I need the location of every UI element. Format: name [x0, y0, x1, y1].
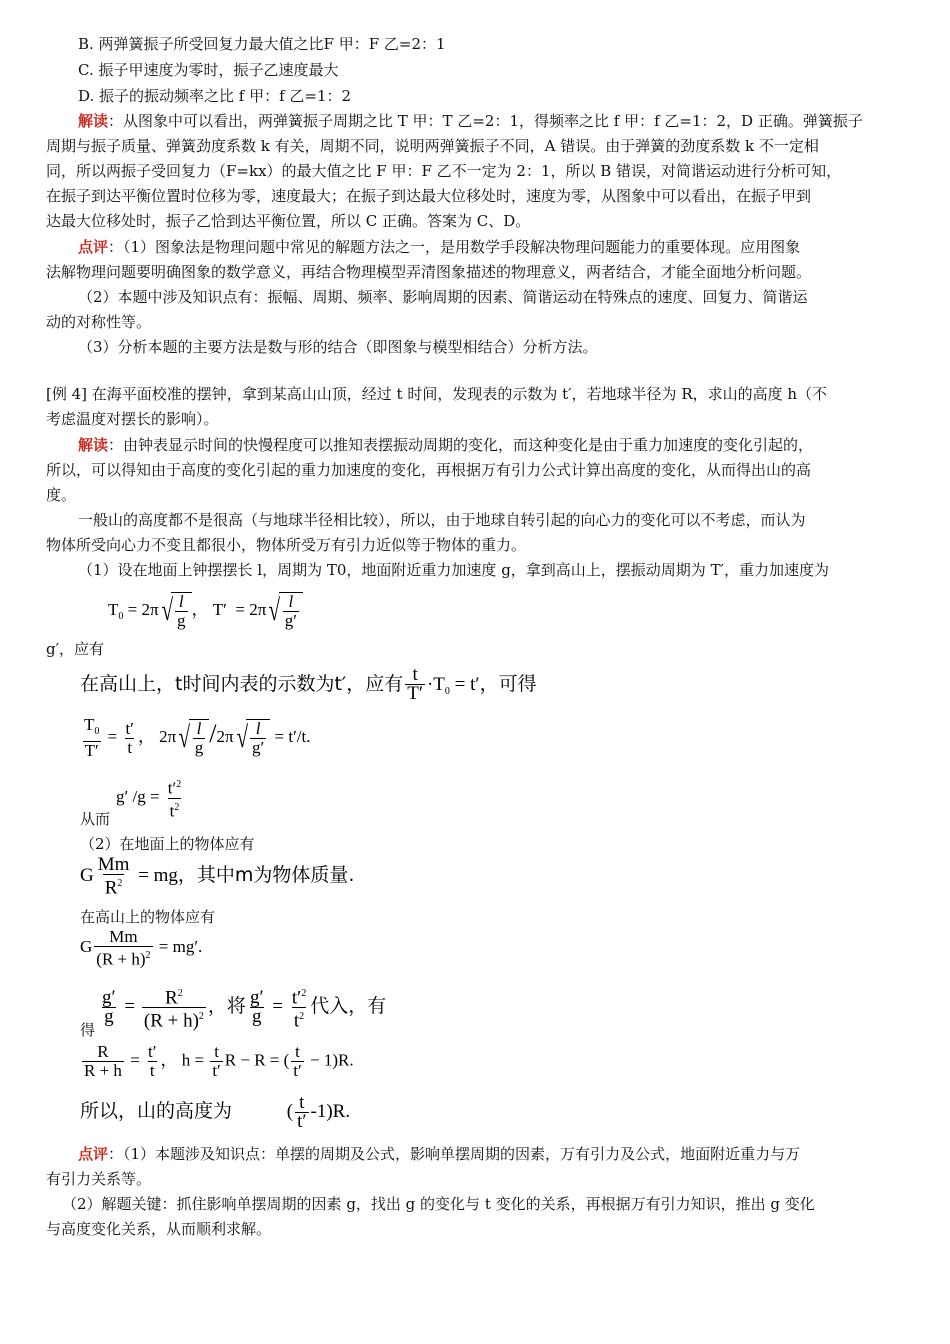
comment-text: ：（1）本题涉及知识点：单摆的周期及公式，影响单摆周期的因素，万有引力及公式，地面附近重力与万	[108, 1145, 801, 1163]
formula-height: $\frac{R}{R + h}$ = $\frac{t'}{t}$ ， h = $\frac{t}{t'}$ R − R = ( $\frac{t}{t'}$ − 1)R.	[84, 1042, 354, 1080]
analysis-text: ：从图象中可以看出，两弹簧振子周期之比 T 甲：T 乙=2：1，得频率之比 f 甲：f 乙=1：2，D 正确。弹簧振子	[108, 112, 863, 130]
comment-label: 点评	[78, 1145, 109, 1163]
option-d: D. 振子的振动频率之比 f 甲：f 乙=1：2	[78, 87, 352, 105]
comment-2-line-2: 有引力关系等。	[46, 1170, 152, 1188]
formula-ratio: $\frac{T_0}{T'}$ = $\frac{t'}{t}$ ， 2π √ $\frac{l}{g}$ /2π √ $\frac{l}{g'}$ = t′/t.	[84, 715, 311, 760]
example-4-line-2: 考虑温度对摆长的影响）。	[46, 410, 219, 428]
analysis-1-line-1	[78, 110, 863, 132]
formula-substitute-tail: 代入，有	[310, 995, 387, 1018]
option-b: B. 两弹簧振子所受回复力最大值之比F 甲：F 乙=2：1	[78, 35, 446, 53]
analysis-label: 解读	[78, 436, 109, 454]
comment-1-line-5: （3）分析本题的主要方法是数与形的结合（即图象与模型相结合）分析方法。	[78, 338, 598, 356]
analysis-1-line-4: 在振子到达平衡位置时位移为零，速度最大；在振子到达最大位移处时，速度为零，从图象中可以看出，在振子甲到	[46, 187, 812, 205]
comment-1-line-2: 法解物理问题要明确图象的数学意义，再结合物理模型弄清图象描述的物理意义，两者结合，才能全面地分析问题。	[46, 263, 812, 281]
paragraph-2: 物体所受向心力不变且都很小，物体所受万有引力近似等于物体的重力。	[46, 536, 527, 554]
formula-reading-tail: ，可得	[479, 673, 537, 695]
comment-1-line-4: 动的对称性等。	[46, 313, 152, 331]
step-2: （2）在地面上的物体应有	[80, 835, 255, 853]
step-3: 在高山上的物体应有	[80, 908, 216, 926]
formula-substitute-mid: ，将	[207, 995, 246, 1018]
final-label: 所以，山的高度为	[80, 1099, 233, 1122]
step-1-tail: g′，应有	[46, 640, 105, 658]
comment-2-line-3: （2）解题关键：抓住影响单摆周期的因素 g，找出 g 的变化与 t 变化的关系，再根据万有引力知识，推出 g 变化	[62, 1195, 815, 1213]
formula-substitute: $\frac{g'}{g}$ = $\frac{R^2}{(R + h)^2}$ ，将 $\frac{g'}{g}$ = $\frac{t'^2}{t^2}$ 代入，有	[102, 987, 387, 1032]
analysis-2-line-3: 度。	[46, 486, 77, 504]
comment-text: ：（1）图象法是物理问题中常见的解题方法之一，是用数学手段解决物理问题能力的重要体现。应用图象	[108, 238, 801, 256]
analysis-text: ：由钟表显示时间的快慢程度可以推知表摆振动周期的变化，而这种变化是由于重力加速度的变化引起的，	[108, 436, 814, 454]
formula-period: $T_0 = 2\pi$ √ $\frac{l}{g}$ ， T′ = 2π √ $\frac{l}{g'}$	[108, 592, 303, 630]
formula-gravity-ground-tail: ，其中m为物体质量.	[177, 864, 355, 887]
formula-gravity-ground: G $\frac{Mm}{R^2}$ = mg，其中m为物体质量.	[80, 854, 355, 899]
comment-2-line-4: 与高度变化关系，从而顺利求解。	[46, 1220, 272, 1238]
analysis-label: 解读	[78, 112, 109, 130]
formula-final: 所以，山的高度为 ( $\frac{t}{t'}$ -1)R.	[80, 1092, 351, 1132]
comment-2-line-1	[78, 1143, 800, 1165]
comment-label: 点评	[78, 238, 109, 256]
analysis-2-line-1	[78, 434, 813, 456]
formula-gravity-mountain: G $\frac{Mm}{(R + h)^2}$ = mg′.	[80, 927, 203, 969]
comment-1-line-3: （2）本题中涉及知识点有：振幅、周期、频率、影响周期的因素、简谐运动在特殊点的速度、回复力、简谐运	[78, 288, 808, 306]
example-4-line-1: [例 4] 在海平面校准的摆钟，拿到某高山山顶，经过 t 时间，发现表的示数为 t′，若地球半径为 R，求山的高度 h（不	[46, 385, 828, 403]
analysis-1-line-3: 同，所以两振子受回复力（F=kx）的最大值之比 F 甲：F 乙不一定为 2：1，所以 B 错误，对简谐运动进行分析可知，	[46, 162, 842, 180]
formula-reading-text: 在高山上，t时间内表的示数为t′，应有	[80, 673, 404, 695]
formula-reading: 在高山上，t时间内表的示数为t′，应有 $\frac{t}{T'}$ $\cdot T_0 = t'$，可得	[80, 664, 537, 704]
label-get: 得	[80, 1021, 96, 1039]
formula-g-ratio: g′ /g = $\frac{t'^2}{t^2}$	[116, 778, 182, 821]
analysis-2-line-2: 所以，可以得知由于高度的变化引起的重力加速度的变化，再根据万有引力公式计算出高度的变化，从而得出山的高	[46, 461, 812, 479]
analysis-1-line-5: 达最大位移处时，振子乙恰到达平衡位置，所以 C 正确。答案为 C、D。	[46, 212, 531, 230]
comment-1-line-1	[78, 236, 800, 258]
paragraph-1: 一般山的高度都不是很高（与地球半径相比较），所以，由于地球自转引起的向心力的变化可以不考虑，而认为	[78, 511, 806, 529]
option-c: C. 振子甲速度为零时，振子乙速度最大	[78, 61, 339, 79]
step-1: （1）设在地面上钟摆摆长 l，周期为 T0，地面附近重力加速度 g，拿到高山上，摆振动周期为 T′，重力加速度为	[78, 561, 829, 579]
label-thus: 从而	[80, 810, 111, 828]
analysis-1-line-2: 周期与振子质量、弹簧劲度系数 k 有关，周期不同，说明两弹簧振子不同，A 错误。由于弹簧的劲度系数 k 不一定相	[46, 137, 819, 155]
